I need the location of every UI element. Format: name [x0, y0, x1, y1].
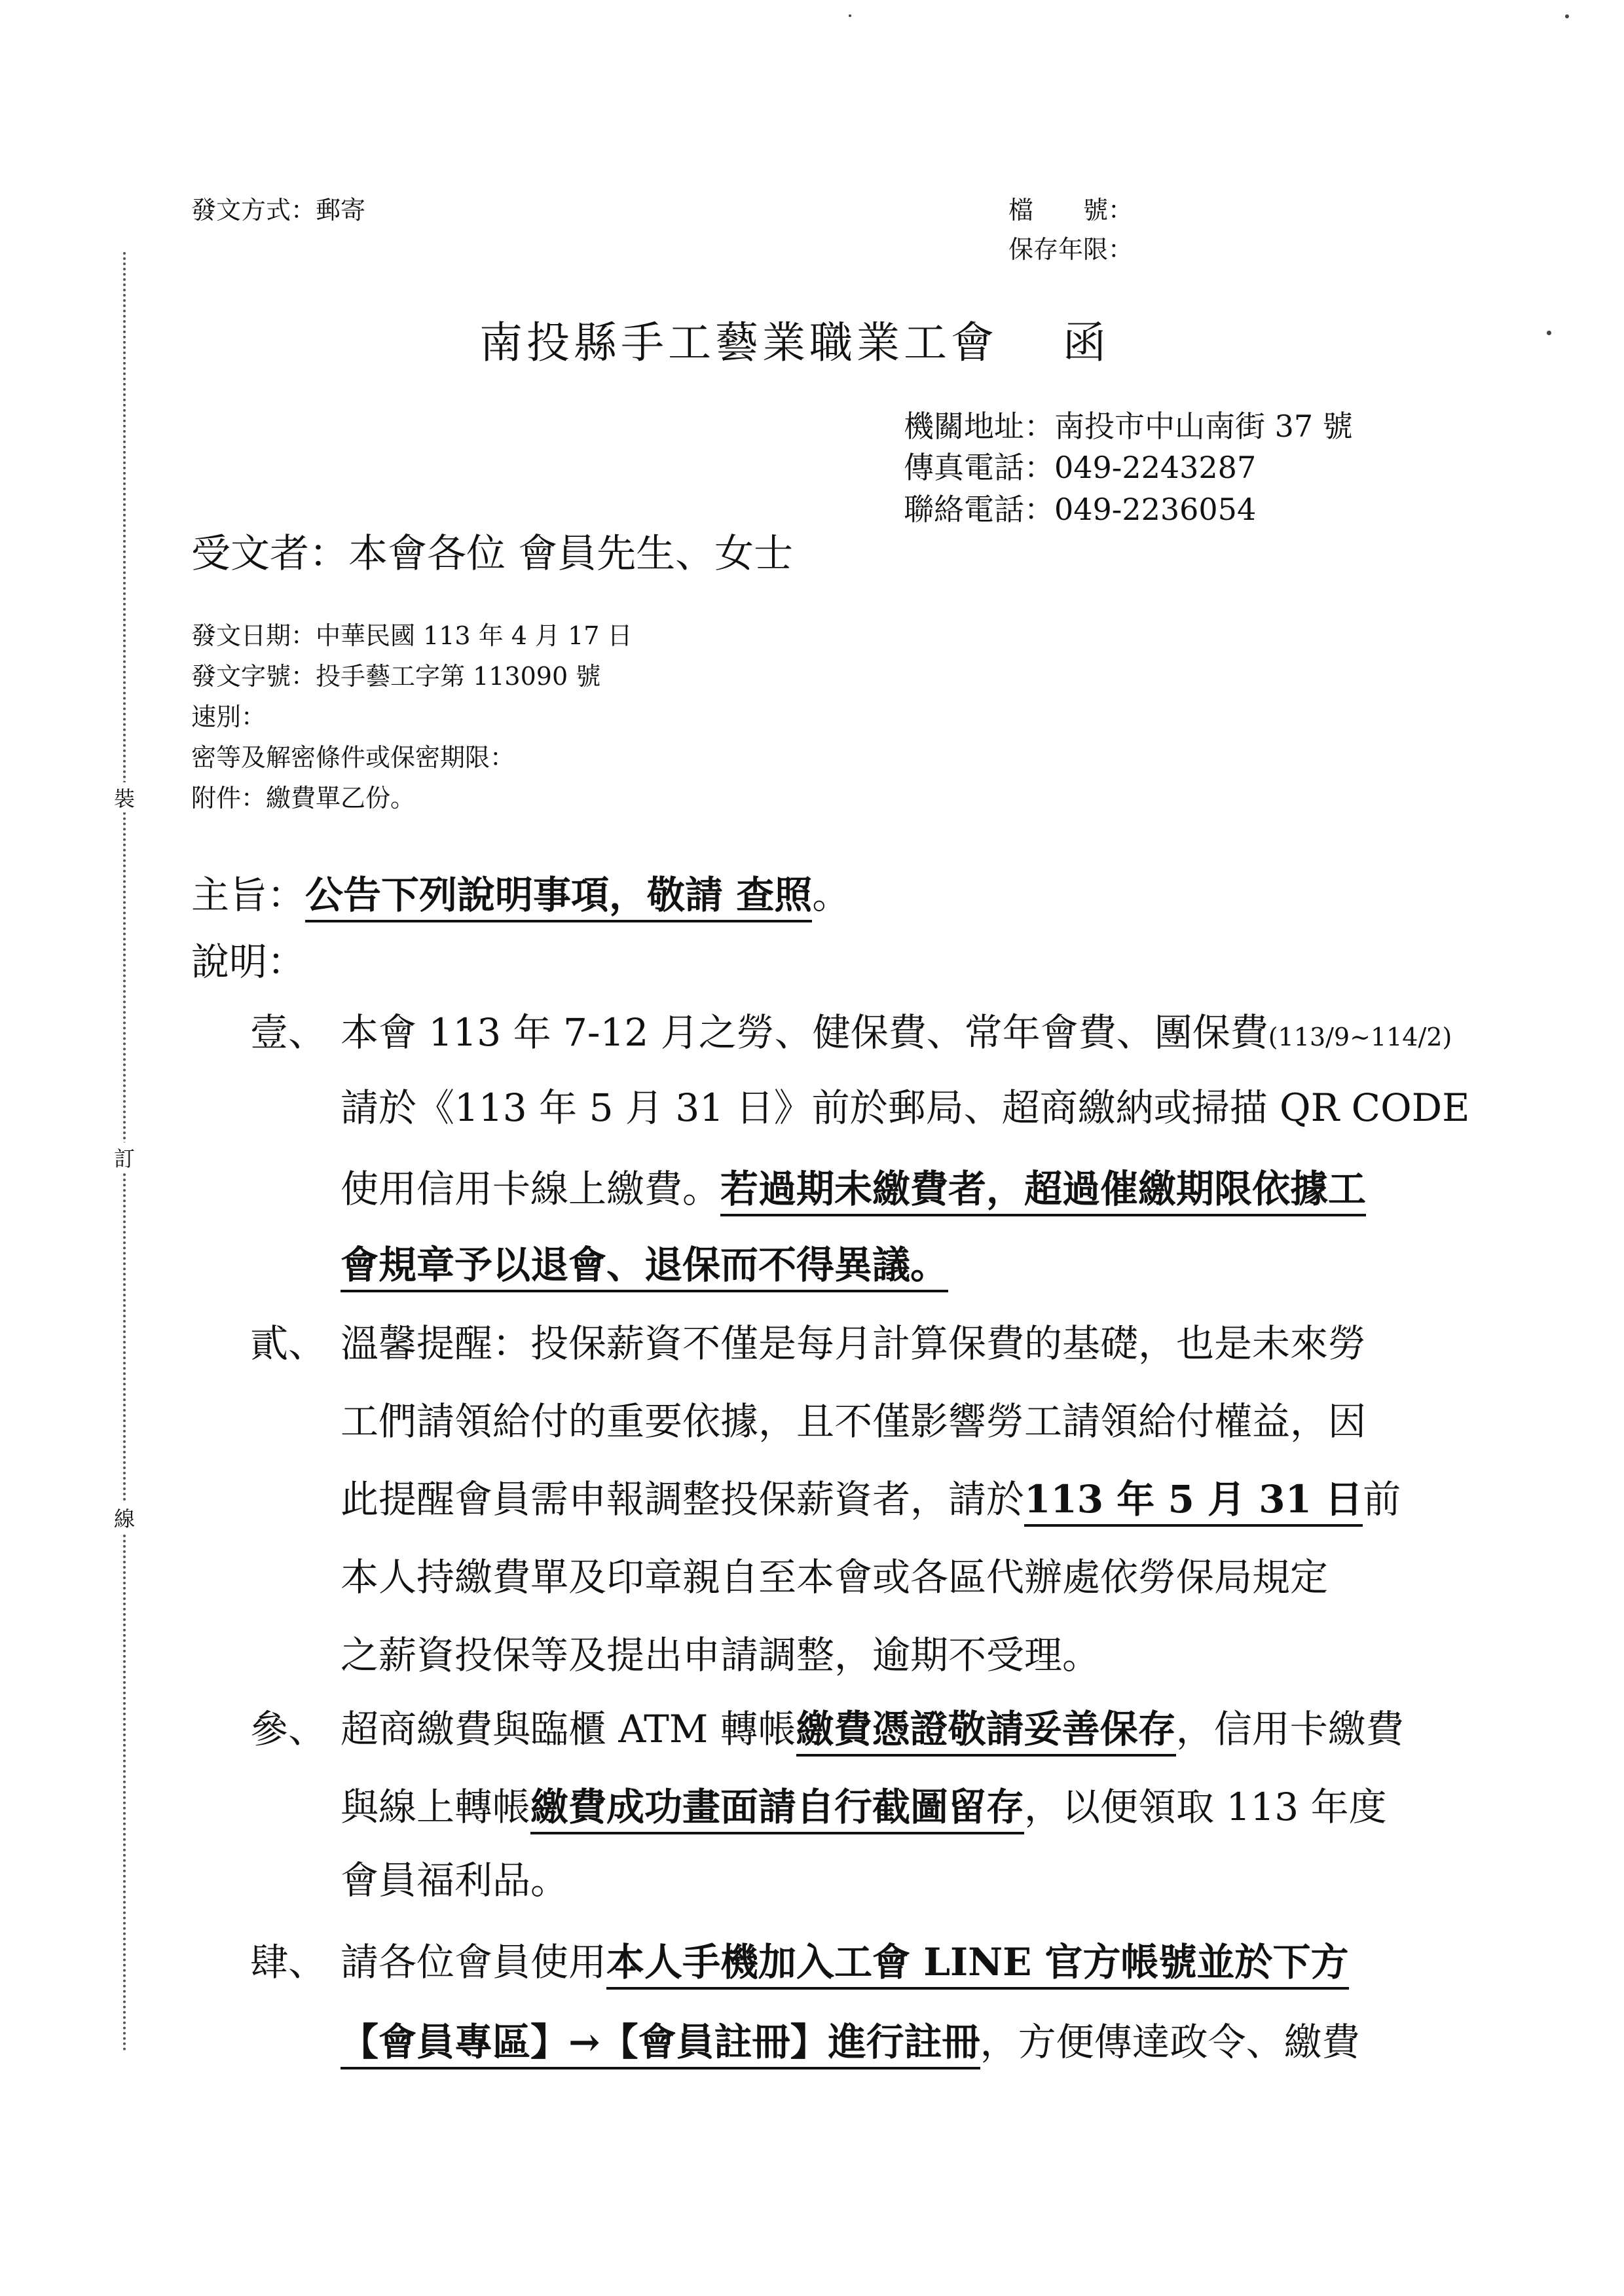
- item-four-line-1-main: 請各位會員使用: [341, 1940, 607, 1984]
- item-one-line-1: [341, 1010, 1452, 1055]
- item-three-line-2-main: 與線上轉帳: [341, 1785, 531, 1829]
- item-four-number: 肆、: [250, 1940, 327, 1984]
- item-one-line-4: [341, 1243, 949, 1287]
- item-three-screenshot: 繳費成功畫面請自行截圖留存: [530, 1785, 1024, 1834]
- item-three-line-1: [341, 1707, 1404, 1751]
- org-phone: 聯絡電話：049-2236054: [904, 492, 1257, 527]
- item-two-line-2: 工們請領給付的重要依據，且不僅影響勞工請領給付權益，因: [341, 1399, 1367, 1444]
- file-number: 檔 號：: [1008, 196, 1134, 225]
- document-title: 南投縣手工藝業職業工會 函: [479, 318, 1110, 368]
- speed-class: 速別：: [191, 702, 267, 731]
- item-three-number: 參、: [250, 1707, 327, 1751]
- send-method: 發文方式：郵寄: [191, 196, 366, 225]
- item-three-line-1-end: ，信用卡繳費: [1175, 1707, 1404, 1751]
- item-three-line-2-end: ，以便領取 113 年度: [1024, 1785, 1387, 1829]
- item-four-line-2: [341, 2020, 1360, 2064]
- item-two-line-3: [341, 1477, 1401, 1522]
- item-three-line-1-main: 超商繳費與臨櫃 ATM 轉帳: [341, 1707, 796, 1751]
- subject-text: 公告下列說明事項，敬請 查照: [305, 873, 812, 922]
- org-fax: 傳真電話：049-2243287: [904, 450, 1257, 485]
- item-one-warning-1: 若過期未繳費者，超過催繳期限依據工: [720, 1167, 1366, 1216]
- attachment: 附件：繳費單乙份。: [191, 784, 416, 812]
- item-four-line-1: [341, 1940, 1349, 1984]
- secrecy-level: 密等及解密條件或保密期限：: [191, 743, 515, 772]
- item-four-line-2-end: ，方便傳達政令、繳費: [980, 2020, 1360, 2064]
- item-four-member-register: 【會員專區】→【會員註冊】進行註冊: [341, 2020, 980, 2069]
- item-one-warning-2: 會規章予以退會、退保而不得異議。: [341, 1243, 948, 1292]
- subject-label: 主旨：: [191, 873, 306, 917]
- item-two-line-5: 之薪資投保等及提出申請調整，逾期不受理。: [341, 1633, 1101, 1677]
- subject-line: [191, 873, 851, 917]
- org-address: 機關地址：南投市中山南街 37 號: [904, 409, 1353, 444]
- item-one-number: 壹、: [250, 1010, 327, 1055]
- item-one-period: (113/9~114/2): [1268, 1023, 1452, 1051]
- explain-label: 說明：: [191, 939, 306, 984]
- item-two-deadline: 113 年 5 月 31 日: [1024, 1477, 1363, 1527]
- recipient: 受文者：本會各位 會員先生、女士: [191, 531, 794, 577]
- item-two-line-1: 溫馨提醒：投保薪資不僅是每月計算保費的基礎，也是未來勞: [341, 1321, 1367, 1366]
- item-one-line-3-main: 使用信用卡線上繳費。: [341, 1167, 721, 1211]
- item-one-line-2: 請於《113 年 5 月 31 日》前於郵局、超商繳納或掃描 QR CODE: [341, 1085, 1470, 1130]
- item-one-line-1-main: 本會 113 年 7-12 月之勞、健保費、常年會費、團保費: [341, 1010, 1268, 1055]
- scan-speck: [1547, 331, 1551, 335]
- subject-end: 。: [812, 873, 851, 917]
- binding-mark-zhuang: 裝: [114, 782, 135, 812]
- scan-speck: [1565, 14, 1569, 18]
- binding-mark-ding: 訂: [114, 1142, 135, 1173]
- item-two-number: 貳、: [250, 1321, 327, 1366]
- item-three-keep-receipt: 繳費憑證敬請妥善保存: [796, 1707, 1176, 1757]
- item-three-line-3: 會員福利品。: [341, 1858, 569, 1903]
- send-date: 發文日期：中華民國 113 年 4 月 17 日: [191, 621, 633, 650]
- binding-mark-xian: 線: [114, 1503, 135, 1533]
- item-two-line-3-main: 此提醒會員需申報調整投保薪資者，請於: [341, 1477, 1025, 1522]
- item-four-line-join: 本人手機加入工會 LINE 官方帳號並於下方: [606, 1940, 1349, 1990]
- item-one-line-3: [341, 1167, 1367, 1211]
- item-two-line-3-end: 前: [1363, 1477, 1401, 1522]
- doc-number: 發文字號：投手藝工字第 113090 號: [191, 662, 601, 691]
- item-three-line-2: [341, 1785, 1387, 1829]
- item-two-line-4: 本人持繳費單及印章親自至本會或各區代辦處依勞保局規定: [341, 1555, 1329, 1599]
- retention-period: 保存年限：: [1008, 235, 1134, 264]
- scan-speck: [849, 14, 851, 17]
